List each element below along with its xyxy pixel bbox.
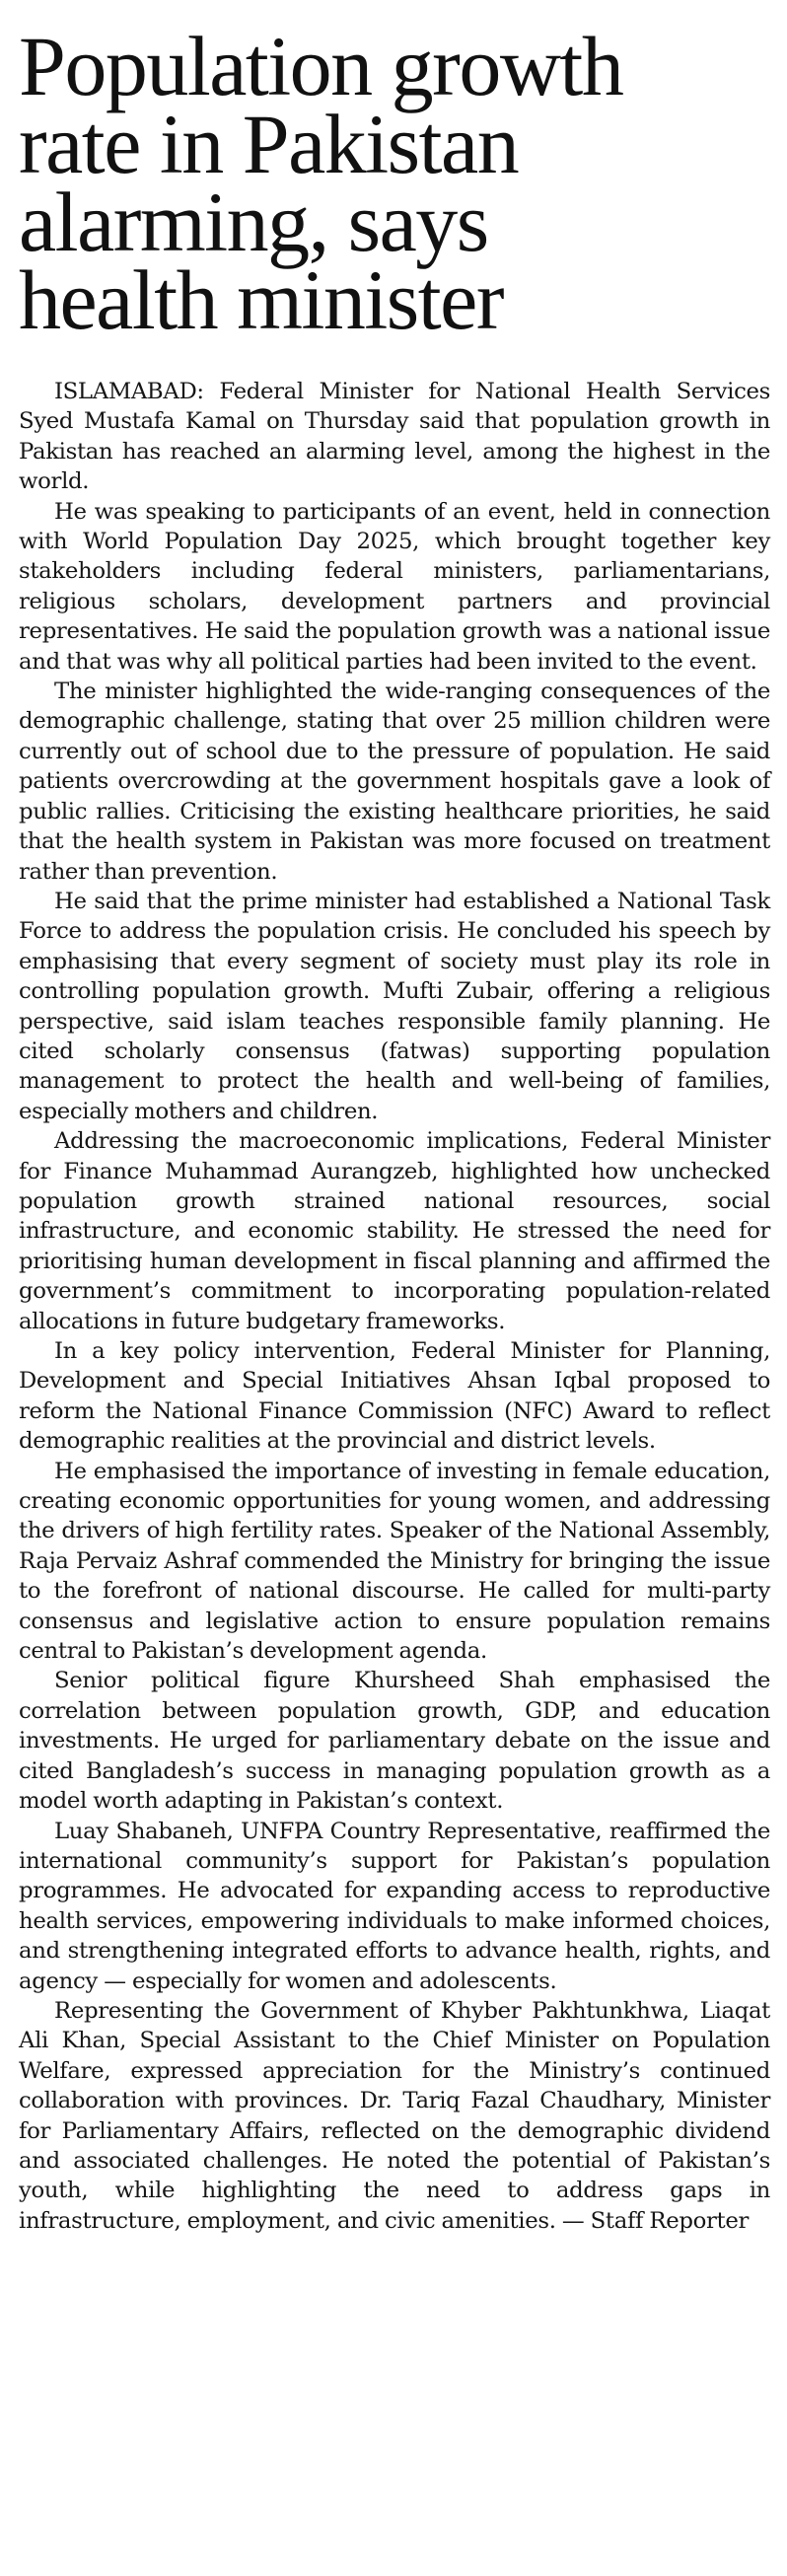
headline-line: rate in Pakistan	[19, 97, 519, 191]
body-paragraph: He was speaking to participants of an event, held in connection with World Population Day 2025, which brought together key stakeholders including federal ministers, parliamentarians, religious scholars, development partners and provincial representatives. He said the population growth was a national issue and that was why all political parties had been invited to the event.	[19, 498, 770, 675]
body-paragraph: Luay Shabaneh, UNFPA Country Representative, reaffirmed the international community’s support for Pakistan’s population programmes. He advocated for expanding access to reproductive health services, empowering individuals to make informed choices, and strengthening integrated efforts to advance health, rights, and agency — especially for women and adolescents.	[19, 1818, 770, 1994]
headline-line: alarming, says	[19, 175, 488, 269]
article-body	[19, 377, 770, 2236]
body-paragraph: ISLAMABAD: Federal Minister for National Health Services Syed Mustafa Kamal on Thursday said that population growth in Pakistan has reached an alarming level, among the highest in the world.	[19, 379, 770, 495]
article-headline	[19, 19, 770, 347]
body-paragraph: He emphasised the importance of investing in female education, creating economic opportunities for young women, and addressing the drivers of high fertility rates. Speaker of the National Assembly, Raja Pervaiz Ashraf commended the Ministry for bringing the issue to the forefront of national discourse. He called for multi-party consensus and legislative action to ensure population remains central to Pakistan’s development agenda.	[19, 1458, 770, 1665]
body-paragraph: The minister highlighted the wide-ranging consequences of the demographic challenge, stating that over 25 million children were currently out of school due to the pressure of population. He said patients overcrowding at the government hospitals gave a look of public rallies. Criticising the existing healthcare priorities, he said that the health system in Pakistan was more focused on treatment rather than prevention.	[19, 679, 770, 885]
body-paragraph: Representing the Government of Khyber Pakhtunkhwa, Liaqat Ali Khan, Special Assistant to the Chief Minister on Population Welfare, expressed appreciation for the Ministry’s continued collaboration with provinces. Dr. Tariq Fazal Chaudhary, Minister for Parliamentary Affairs, reflected on the demographic dividend and associated challenges. He noted the potential of Pakistan’s youth, while highlighting the need to address gaps in infrastructure, employment, and civic amenities. — Staff Reporter	[19, 1997, 770, 2234]
body-paragraph: He said that the prime minister had established a National Task Force to address the population crisis. He concluded his speech by emphasising that every segment of society must play its role in controlling population growth. Mufti Zubair, offering a religious perspective, said islam teaches responsible family planning. He cited scholarly consensus (fatwas) supporting population management to protect the health and well-being of families, especially mothers and children.	[19, 888, 770, 1124]
headline-line: Population growth	[19, 19, 623, 113]
body-paragraph: Senior political figure Khursheed Shah emphasised the correlation between population growth, GDP, and education investments. He urged for parliamentary debate on the issue and cited Bangladesh’s success in managing population growth as a model worth adapting in Pakistan’s context.	[19, 1668, 770, 1815]
headline-line: health minister	[19, 252, 503, 347]
body-paragraph: In a key policy intervention, Federal Minister for Planning, Development and Special Initiatives Ahsan Iqbal proposed to reform the National Finance Commission (NFC) Award to reflect demographic realities at the provincial and district levels.	[19, 1338, 770, 1455]
body-paragraph: Addressing the macroeconomic implications, Federal Minister for Finance Muhammad Aurangzeb, highlighted how unchecked population growth strained national resources, social infrastructure, and economic stability. He stressed the need for prioritising human development in fiscal planning and affirmed the government’s commitment to incorporating population-related allocations in future budgetary frameworks.	[19, 1128, 770, 1334]
